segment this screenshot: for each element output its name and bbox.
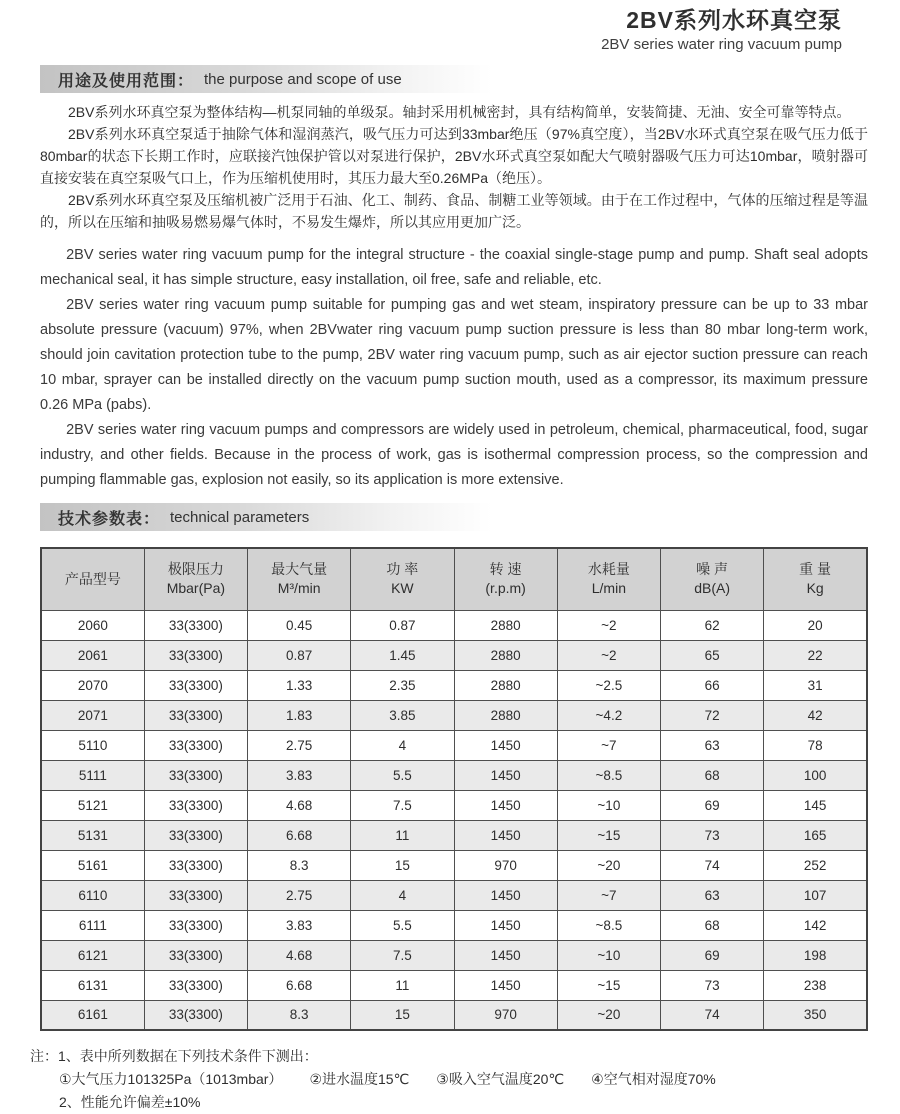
table-cell: 33(3300) — [144, 670, 247, 700]
section-header-purpose — [40, 65, 492, 93]
table-cell: ~10 — [557, 940, 660, 970]
english-description — [40, 243, 868, 493]
chinese-description — [40, 101, 868, 233]
table-cell: 0.45 — [248, 610, 351, 640]
table-cell: 252 — [764, 850, 867, 880]
table-cell: 6161 — [41, 1000, 144, 1030]
table-cell: 6131 — [41, 970, 144, 1000]
table-cell: 73 — [661, 820, 764, 850]
table-cell: 1.45 — [351, 640, 454, 670]
table-cell: 73 — [661, 970, 764, 1000]
section-parameters-zh: 技术参数表： — [58, 510, 161, 528]
table-cell: 11 — [351, 970, 454, 1000]
table-cell: 15 — [351, 1000, 454, 1030]
table-header — [41, 548, 867, 610]
paragraph-en-3: 2BV series water ring vacuum pumps and compressors are widely used in petroleum, chemical, pharmaceutical, food, sugar industry, and other fields. Because in the process of work, gas is isothermal compression process, so the compression and pumping flammable gas, explosion not easily, so its application is more extensive. — [40, 422, 868, 488]
table-cell: 33(3300) — [144, 820, 247, 850]
table-cell: 2.75 — [248, 730, 351, 760]
table-cell: 63 — [661, 730, 764, 760]
table-header-cell: 噪 声 dB(A) — [661, 548, 764, 610]
table-cell: 33(3300) — [144, 910, 247, 940]
table-cell: 5111 — [41, 760, 144, 790]
table-row — [41, 910, 867, 940]
table-cell: 33(3300) — [144, 970, 247, 1000]
table-cell: 31 — [764, 670, 867, 700]
section-parameters-en: technical parameters — [170, 508, 310, 526]
table-row — [41, 730, 867, 760]
table-cell: ~15 — [557, 820, 660, 850]
table-cell: 0.87 — [351, 610, 454, 640]
table-cell: 6.68 — [248, 820, 351, 850]
table-cell: 33(3300) — [144, 880, 247, 910]
table-cell: 100 — [764, 760, 867, 790]
table-cell: 69 — [661, 940, 764, 970]
table-cell: 4 — [351, 880, 454, 910]
table-cell: 198 — [764, 940, 867, 970]
table-cell: 74 — [661, 1000, 764, 1030]
paragraph-zh-3: 2BV系列水环真空泵及压缩机被广泛用于石油、化工、制药、食品、制糖工业等领域。由于在工作过程中，气体的压缩过程是等温的，所以在压缩和抽吸易燃易爆气体时，不易发生爆炸，所以其应用更加广泛。 — [40, 192, 868, 230]
paragraph-zh-1: 2BV系列水环真空泵为整体结构—机泵同轴的单级泵。轴封采用机械密封，具有结构简单，安装简捷、无油、安全可靠等特点。 — [68, 104, 851, 120]
page-title-block — [40, 6, 868, 55]
paragraph-en-2: 2BV series water ring vacuum pump suitable for pumping gas and wet steam, inspiratory pressure can be up to 33 mbar absolute pressure (vacuum) 97%, when 2BVwater ring vacuum pump suction pressure is less than 80 mbar long-term work, should join cavitation protection tube to the pump, 2BV water ring vacuum pump, such as air ejector suction pressure can reach 10 mbar, sprayer can be installed directly on the vacuum pump suction mouth, used as a compressor, its maximum pressure 0.26 MPa (pabs). — [40, 297, 868, 413]
table-cell: 33(3300) — [144, 940, 247, 970]
table-cell: 3.85 — [351, 700, 454, 730]
table-cell: 4.68 — [248, 790, 351, 820]
note-line-3: 2、性能允许偏差±10% — [59, 1094, 201, 1110]
table-cell: 1.83 — [248, 700, 351, 730]
table-cell: 2880 — [454, 640, 557, 670]
table-cell: 0.87 — [248, 640, 351, 670]
table-cell: ~15 — [557, 970, 660, 1000]
table-cell: 5110 — [41, 730, 144, 760]
note-condition-item: ①大气压力101325Pa（1013mbar） — [59, 1071, 283, 1087]
table-cell: 7.5 — [351, 940, 454, 970]
section-header-parameters — [40, 503, 492, 531]
table-cell: 1450 — [454, 880, 557, 910]
table-row — [41, 850, 867, 880]
table-cell: 20 — [764, 610, 867, 640]
table-cell: 33(3300) — [144, 610, 247, 640]
table-cell: 33(3300) — [144, 640, 247, 670]
table-cell: ~2 — [557, 640, 660, 670]
table-cell: 33(3300) — [144, 790, 247, 820]
table-cell: 145 — [764, 790, 867, 820]
note-condition-item: ④空气相对湿度70% — [591, 1071, 716, 1087]
table-cell: 5161 — [41, 850, 144, 880]
section-purpose-zh: 用途及使用范围： — [58, 72, 195, 90]
table-cell: 3.83 — [248, 760, 351, 790]
table-header-cell: 重 量 Kg — [764, 548, 867, 610]
table-cell: 22 — [764, 640, 867, 670]
table-cell: 33(3300) — [144, 850, 247, 880]
table-body — [41, 610, 867, 1030]
table-header-cell: 转 速 (r.p.m) — [454, 548, 557, 610]
table-cell: 33(3300) — [144, 730, 247, 760]
table-cell: 69 — [661, 790, 764, 820]
table-row — [41, 790, 867, 820]
table-cell: 970 — [454, 850, 557, 880]
table-cell: ~2.5 — [557, 670, 660, 700]
table-header-cell: 功 率 KW — [351, 548, 454, 610]
table-cell: 107 — [764, 880, 867, 910]
table-row — [41, 880, 867, 910]
note-condition-item: ②进水温度15℃ — [309, 1071, 410, 1087]
table-cell: 8.3 — [248, 850, 351, 880]
table-row — [41, 1000, 867, 1030]
table-row — [41, 610, 867, 640]
table-cell: 1450 — [454, 790, 557, 820]
table-cell: 2880 — [454, 700, 557, 730]
page-title-zh: 2BV系列水环真空泵 — [626, 7, 842, 33]
table-cell: ~4.2 — [557, 700, 660, 730]
table-cell: 5131 — [41, 820, 144, 850]
table-cell: 33(3300) — [144, 1000, 247, 1030]
table-header-row — [41, 548, 867, 610]
table-cell: 65 — [661, 640, 764, 670]
table-cell: 78 — [764, 730, 867, 760]
table-row — [41, 760, 867, 790]
table-header-cell: 产品型号 — [41, 548, 144, 610]
table-row — [41, 700, 867, 730]
table-cell: 68 — [661, 760, 764, 790]
table-cell: 42 — [764, 700, 867, 730]
table-cell: 238 — [764, 970, 867, 1000]
table-header-cell: 极限压力 Mbar(Pa) — [144, 548, 247, 610]
table-cell: 11 — [351, 820, 454, 850]
table-cell: 68 — [661, 910, 764, 940]
table-row — [41, 970, 867, 1000]
table-cell: 1450 — [454, 970, 557, 1000]
table-cell: 72 — [661, 700, 764, 730]
table-cell: 15 — [351, 850, 454, 880]
section-purpose-en: the purpose and scope of use — [204, 70, 402, 88]
table-cell: 5121 — [41, 790, 144, 820]
table-cell: 4 — [351, 730, 454, 760]
table-cell: ~2 — [557, 610, 660, 640]
table-cell: 1.33 — [248, 670, 351, 700]
table-cell: 2880 — [454, 670, 557, 700]
table-cell: 2061 — [41, 640, 144, 670]
table-cell: ~20 — [557, 1000, 660, 1030]
table-cell: 2070 — [41, 670, 144, 700]
note-line-1: 注：1、表中所列数据在下列技术条件下测出： — [30, 1048, 318, 1064]
table-cell: 1450 — [454, 730, 557, 760]
table-cell: 6111 — [41, 910, 144, 940]
table-cell: 5.5 — [351, 760, 454, 790]
parameters-table — [40, 547, 868, 1031]
table-cell: 74 — [661, 850, 764, 880]
table-cell: 5.5 — [351, 910, 454, 940]
table-cell: 63 — [661, 880, 764, 910]
table-cell: 970 — [454, 1000, 557, 1030]
table-header-cell: 最大气量 M³/min — [248, 548, 351, 610]
table-cell: 2060 — [41, 610, 144, 640]
paragraph-en-1: 2BV series water ring vacuum pump for the integral structure - the coaxial single-stage pump and pump. Shaft seal adopts mechanical seal, it has simple structure, easy installation, oil free, safe and reliable, etc. — [40, 247, 868, 288]
paragraph-zh-2: 2BV系列水环真空泵适于抽除气体和湿润蒸汽，吸气压力可达到33mbar绝压（97%真空度），当2BV水环式真空泵在吸气压力低于80mbar的状态下长期工作时，应联接汽蚀保护管以对泵进行保护，2BV水环式真空泵如配大气喷射器吸气压力可达10mbar，喷射器可直接安装在真空泵吸气口上，作为压缩机使用时，其压力最大至0.26MPa（绝压）。 — [40, 126, 868, 186]
table-cell: 1450 — [454, 760, 557, 790]
table-cell: 1450 — [454, 910, 557, 940]
table-cell: ~10 — [557, 790, 660, 820]
table-cell: 165 — [764, 820, 867, 850]
table-row — [41, 940, 867, 970]
table-row — [41, 640, 867, 670]
table-cell: ~7 — [557, 880, 660, 910]
table-cell: 4.68 — [248, 940, 351, 970]
table-header-cell: 水耗量 L/min — [557, 548, 660, 610]
table-cell: 3.83 — [248, 910, 351, 940]
table-cell: 2.35 — [351, 670, 454, 700]
table-cell: 6.68 — [248, 970, 351, 1000]
table-cell: ~8.5 — [557, 910, 660, 940]
table-cell: 8.3 — [248, 1000, 351, 1030]
table-cell: ~7 — [557, 730, 660, 760]
footnotes — [30, 1045, 868, 1114]
table-cell: 66 — [661, 670, 764, 700]
table-cell: 142 — [764, 910, 867, 940]
table-cell: 7.5 — [351, 790, 454, 820]
table-cell: ~8.5 — [557, 760, 660, 790]
table-cell: ~20 — [557, 850, 660, 880]
table-cell: 1450 — [454, 940, 557, 970]
table-cell: 2880 — [454, 610, 557, 640]
table-cell: 350 — [764, 1000, 867, 1030]
table-cell: 62 — [661, 610, 764, 640]
note-condition-item: ③吸入空气温度20℃ — [436, 1071, 565, 1087]
table-cell: 2.75 — [248, 880, 351, 910]
table-row — [41, 670, 867, 700]
table-cell: 2071 — [41, 700, 144, 730]
table-cell: 33(3300) — [144, 700, 247, 730]
page-title-en: 2BV series water ring vacuum pump — [601, 36, 842, 53]
table-cell: 1450 — [454, 820, 557, 850]
table-row — [41, 820, 867, 850]
note-conditions — [30, 1068, 868, 1091]
table-cell: 33(3300) — [144, 760, 247, 790]
table-cell: 6110 — [41, 880, 144, 910]
table-cell: 6121 — [41, 940, 144, 970]
